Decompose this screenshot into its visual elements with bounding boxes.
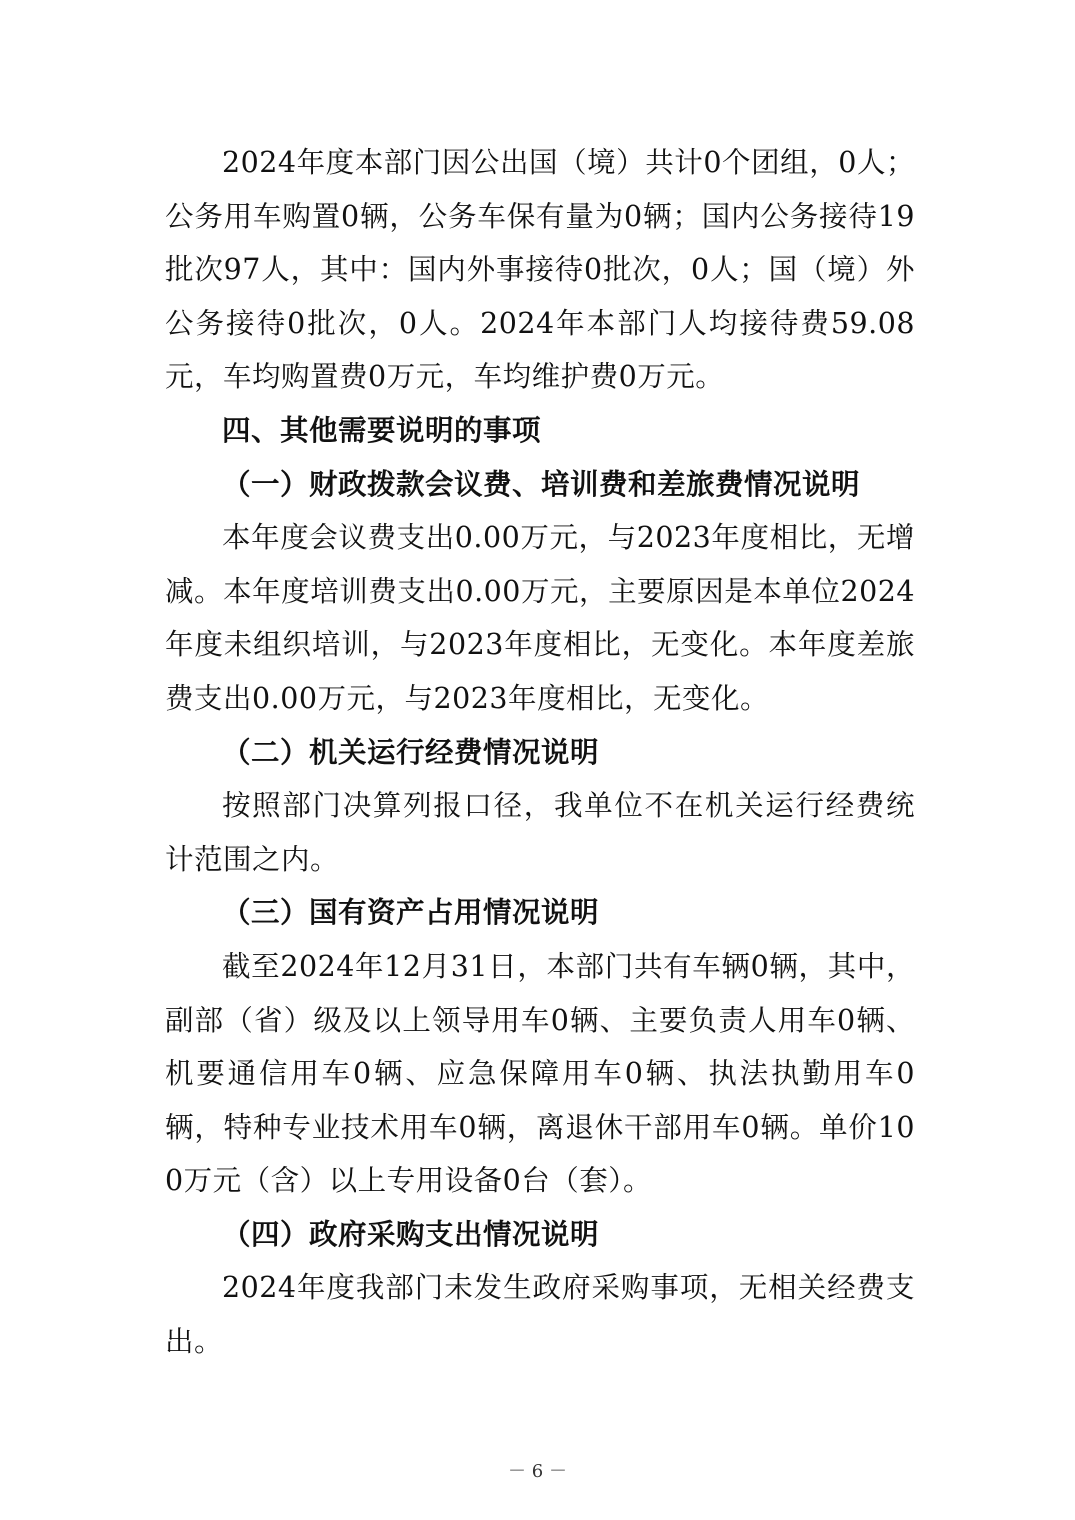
document-body (165, 136, 915, 1369)
paragraph-state-assets: 截至2024年12月31日，本部门共有车辆0辆，其中，副部（省）级及以上领导用车0辆、主要负责人用车0辆、机要通信用车0辆、应急保障用车0辆、执法执勤用车0辆，特种专业技术用车0辆，离退休干部用车0辆。单价100万元（含）以上专用设备0台（套）。 (165, 949, 915, 1198)
subheading-government-procurement: （四）政府采购支出情况说明 (222, 1216, 600, 1251)
paragraph-meeting-training-travel: 本年度会议费支出0.00万元，与2023年度相比，无增减。本年度培训费支出0.00万元，主要原因是本单位2024年度未组织培训，与2023年度相比，无变化。本年度差旅费支出0.00万元，与2023年度相比，无变化。 (165, 521, 915, 715)
subheading-meeting-training-travel: （一）财政拨款会议费、培训费和差旅费情况说明 (222, 466, 861, 501)
paragraph-government-procurement: 2024年度我部门未发生政府采购事项，无相关经费支出。 (165, 1271, 915, 1359)
subheading-state-assets: （三）国有资产占用情况说明 (222, 895, 600, 930)
paragraph-operating-expenses: 按照部门决算列报口径，我单位不在机关运行经费统计范围之内。 (165, 789, 915, 876)
subheading-operating-expenses: （二）机关运行经费情况说明 (222, 734, 600, 769)
paragraph-overseas-reception: 2024年度本部门因公出国（境）共计0个团组，0人；公务用车购置0辆，公务车保有量为0辆；国内公务接待19批次97人，其中：国内外事接待0批次，0人；国（境）外公务接待0批次，0人。2024年本部门人均接待费59.08元，车均购置费0万元，车均维护费0万元。 (165, 146, 915, 394)
section-heading-other-matters: 四、其他需要说明的事项 (222, 412, 542, 447)
page-number: － 6 － (508, 1461, 567, 1482)
